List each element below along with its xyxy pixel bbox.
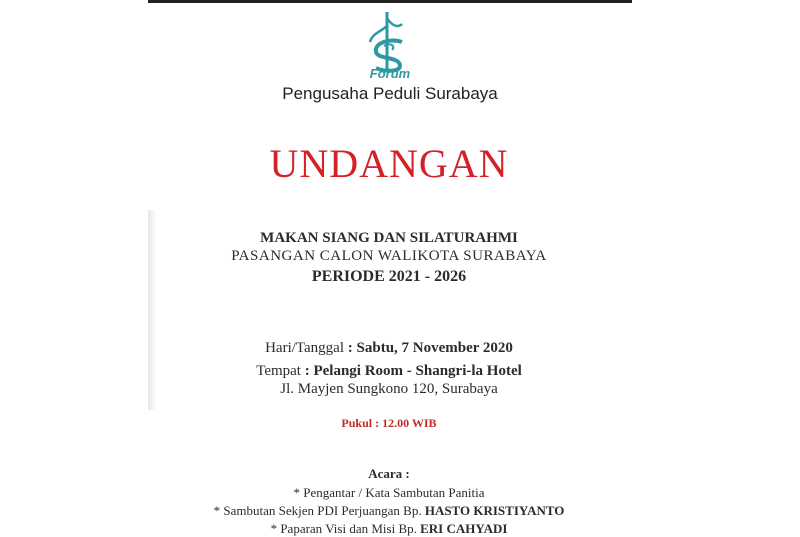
event-line-1: MAKAN SIANG DAN SILATURAHMI — [260, 230, 518, 246]
date-row — [150, 340, 628, 357]
event-line-2: PASANGAN CALON WALIKOTA SURABAYA — [231, 248, 547, 264]
agenda-title: Acara : — [368, 466, 410, 481]
forum-surabaya-logo-icon — [362, 12, 412, 74]
agenda-item: * Sambutan Sekjen PDI Perjuangan Bp. HASTO KRISTIYANTO — [213, 503, 565, 518]
place-value: : Pelangi Room - Shangri-la Hotel — [304, 363, 522, 379]
event-period: PERIODE 2021 - 2026 — [311, 268, 467, 285]
place-row — [150, 363, 628, 380]
date-label: Hari/Tanggal — [265, 340, 345, 356]
agenda-item: * Paparan Visi dan Misi Bp. ERI CAHYADI — [270, 521, 508, 536]
place-label: Tempat — [256, 363, 301, 379]
agenda-item: * Pengantar / Kata Sambutan Panitia — [293, 485, 485, 500]
event-time: Pukul : 12.00 WIB — [341, 416, 437, 430]
forum-label: Forum — [369, 66, 411, 81]
organization-name: Pengusaha Peduli Surabaya — [282, 84, 498, 103]
date-value: : Sabtu, 7 November 2020 — [347, 340, 513, 356]
invitation-title: UNDANGAN — [269, 141, 509, 186]
top-border-line — [148, 0, 632, 3]
address: Jl. Mayjen Sungkono 120, Surabaya — [280, 381, 498, 397]
